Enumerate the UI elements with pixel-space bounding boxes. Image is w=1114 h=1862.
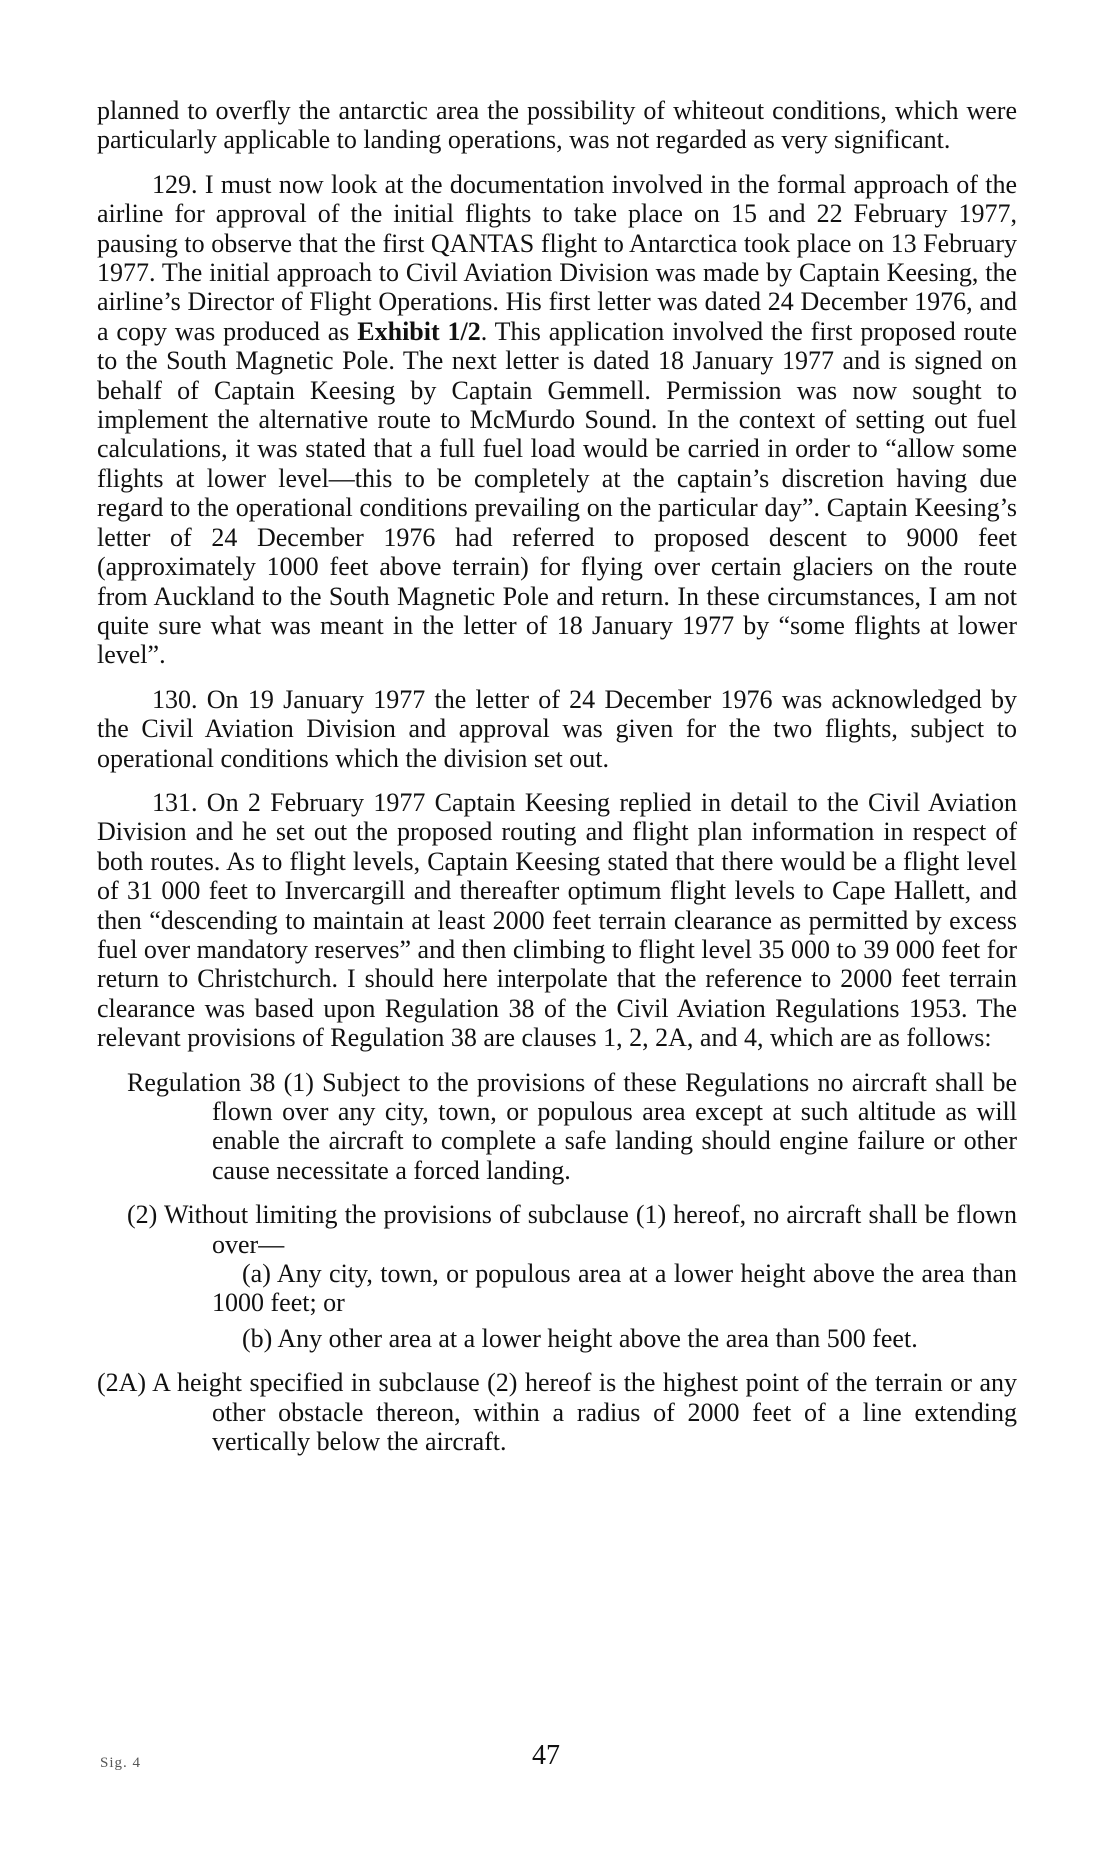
paragraph-129-part-a: 129. I must now look at the documentation involved in the formal approach of the airline for approval of the initial flights to take place on 15 and 22 February 1977, pausing to observe that the first QANTAS flight to Antarctica took place on 13 February 1977. The initial approach to Civil Aviation Division was made by Captain Keesing, the airline’s Director of Flight Operations. His first letter was dated 24 December 1976, and a copy was produced as xyxy=(97,169,1017,346)
regulation-clause-1: Regulation 38 (1) Subject to the provisions of these Regulations no aircraft shall be flown over any city, town, or populous area except at such altitude as will enable the aircraft to complete a safe landing should engine failure or other cause necessitate a forced landing. xyxy=(127,1067,1017,1185)
regulation-38-quote xyxy=(97,1068,1017,1457)
regulation-clause-2b: (b) Any other area at a lower height above the area than 500 feet. xyxy=(242,1323,918,1353)
paragraph-129 xyxy=(97,170,1017,670)
page-number: 47 xyxy=(532,1740,560,1771)
regulation-clause-2 xyxy=(97,1200,1017,1353)
regulation-clause-2-text: (2) Without limiting the provisions of subclause (1) hereof, no aircraft shall be flown over— xyxy=(127,1200,1017,1259)
regulation-clause-2a: (a) Any city, town, or populous area at a lower height above the area than 1000 feet; or xyxy=(212,1259,1017,1318)
signature-mark: Sig. 4 xyxy=(100,1755,142,1771)
exhibit-reference: Exhibit 1/2 xyxy=(357,316,481,346)
regulation-clause-2A: (2A) A height specified in subclause (2) hereof is the highest point of the terrain or any other obstacle thereon, within a radius of 2000 feet of a line extending vertically below the aircraft. xyxy=(97,1368,1017,1457)
paragraph-continuation: planned to overfly the antarctic area the possibility of whiteout conditions, which were particularly applicable to landing operations, was not regarded as very significant. xyxy=(97,96,1017,155)
paragraph-130: 130. On 19 January 1977 the letter of 24 December 1976 was acknowledged by the Civil Aviation Division and approval was given for the two flights, subject to operational conditions which the division set out. xyxy=(97,684,1017,773)
body-text xyxy=(97,96,1017,1456)
paragraph-129-part-b: . This application involved the first proposed route to the South Magnetic Pole. The next letter is dated 18 January 1977 and is signed on behalf of Captain Keesing by Captain Gemmell. Permission was now sought to implement the alternative route to McMurdo Sound. In the context of setting out fuel calculations, it was stated that a full fuel load would be carried in order to “allow some flights at lower level—this to be completely at the captain’s discretion having due regard to the operational conditions prevailing on the particular day”. Captain Keesing’s letter of 24 December 1976 had referred to proposed descent to 9000 feet (approximately 1000 feet above terrain) for flying over certain glaciers on the route from Auckland to the South Magnetic Pole and return. In these circumstances, I am not quite sure what was meant in the letter of 18 January 1977 by “some flights at lower level”. xyxy=(97,316,1017,670)
paragraph-131: 131. On 2 February 1977 Captain Keesing replied in detail to the Civil Aviation Division and he set out the proposed routing and flight plan information in respect of both routes. As to flight levels, Captain Keesing stated that there would be a flight level of 31 000 feet to Invercargill and thereafter optimum flight levels to Cape Hallett, and then “descending to maintain at least 2000 feet terrain clearance as permitted by excess fuel over mandatory reserves” and then climbing to flight level 35 000 to 39 000 feet for return to Christchurch. I should here interpolate that the reference to 2000 feet terrain clearance was based upon Regulation 38 of the Civil Aviation Regulations 1953. The relevant provisions of Regulation 38 are clauses 1, 2, 2A, and 4, which are as follows: xyxy=(97,787,1017,1053)
